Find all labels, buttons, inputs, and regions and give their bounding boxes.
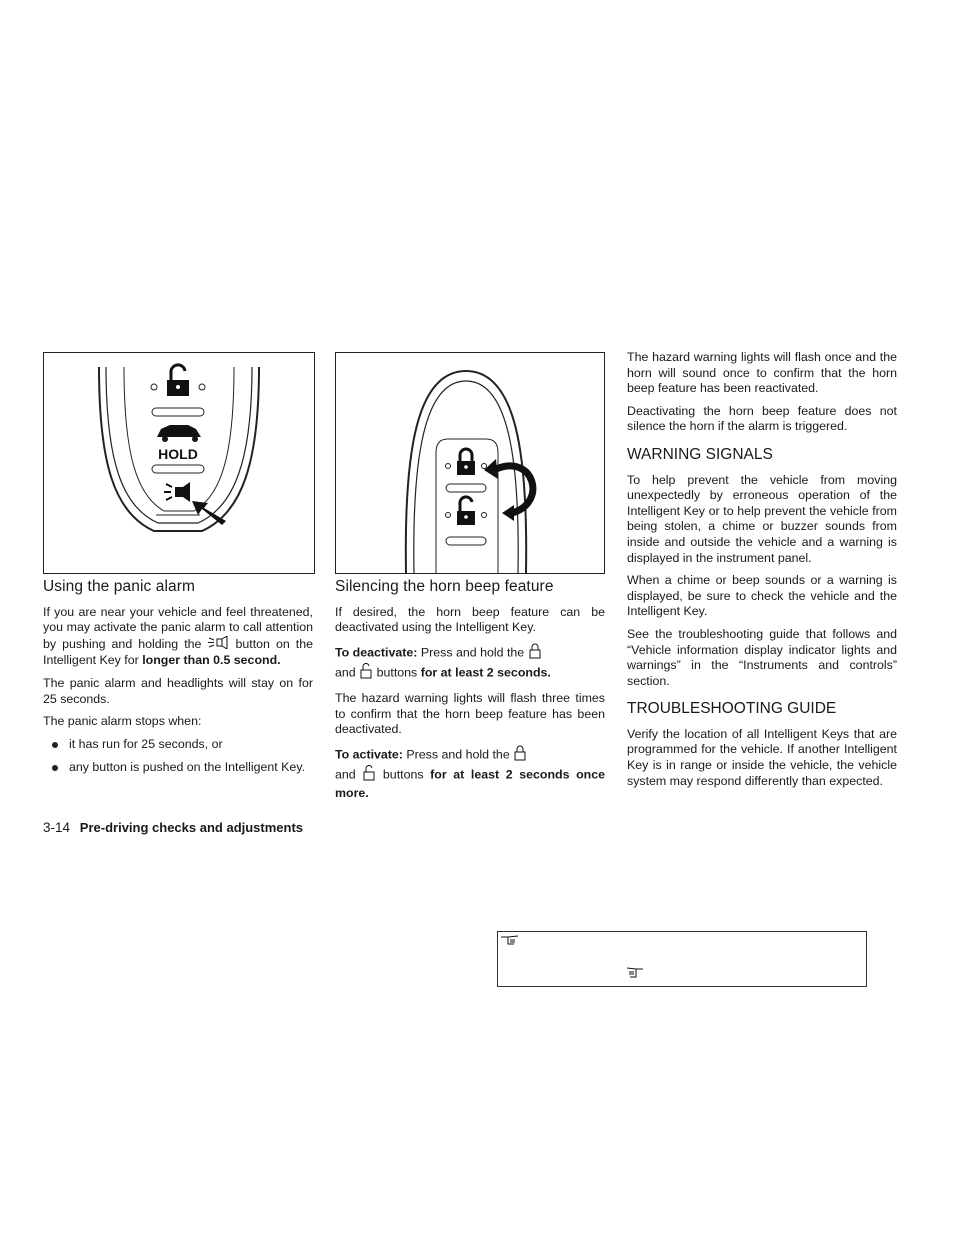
panic-icon (207, 636, 229, 654)
pointing-hand-icon (500, 933, 520, 952)
column-3 (627, 350, 897, 796)
panic-icon (164, 482, 190, 502)
paragraph-panic-3: The panic alarm stops when: (43, 714, 202, 729)
paragraph-deactivate: To deactivate: Press and hold the and buttons for at least 2 seconds. (335, 643, 605, 684)
lock-icon (528, 643, 542, 664)
paragraph-deactivating: Deactivating the horn beep feature does not silence the horn if the alarm is triggered. (627, 403, 897, 434)
unlock-icon (167, 365, 189, 396)
paragraph-warning-1: To help prevent the vehicle from moving unexpectedly by erroneous operation of the Intelligent Key or to help prevent the vehicle from being stolen, a chime or buzzer sounds from inside and outside the vehicle and a warning is displayed in the instrument panel. (627, 472, 897, 565)
figure-key-fob-horn (335, 352, 605, 574)
page-number: 3-14 (43, 820, 71, 835)
column-2 (335, 579, 605, 809)
heading-warning-signals: WARNING SIGNALS (627, 445, 773, 463)
paragraph-horn-1: If desired, the horn beep feature can be deactivated using the Intelligent Key. (335, 604, 605, 635)
bullet-list (43, 737, 313, 776)
heading-horn-beep: Silencing the horn beep feature (335, 578, 554, 595)
paragraph-reactivated: The hazard warning lights will flash once and the horn will sound once to confirm that the horn beep feature has been reactivated. (627, 350, 897, 396)
unlock-icon (457, 497, 475, 525)
heading-panic-alarm: Using the panic alarm (43, 578, 196, 595)
list-item: it has run for 25 seconds, or (43, 737, 313, 753)
pointing-hand-icon (626, 966, 644, 984)
figure-key-fob-panic (43, 352, 315, 574)
lock-icon (513, 745, 527, 766)
unlock-icon (359, 663, 373, 684)
unlock-icon (362, 765, 376, 786)
heading-troubleshooting: TROUBLESHOOTING GUIDE (627, 700, 837, 718)
paragraph-panic-1: If you are near your vehicle and feel threatened, you may activate the panic alarm to call attention by pushing and holding the button on the Intelligent Key for longer than 0.5 second. (43, 604, 313, 668)
column-1 (43, 579, 313, 784)
paragraph-warning-2: When a chime or beep sounds or a warning is displayed, be sure to check the vehicle and the Intelligent Key. (627, 573, 897, 619)
paragraph-panic-2: The panic alarm and headlights will stay on for 25 seconds. (43, 675, 313, 706)
paragraph-warning-3: See the troubleshooting guide that follows and “Vehicle information display indicator lights and warnings” in the “Instruments and controls” section. (627, 626, 897, 688)
car-icon (157, 425, 201, 442)
paragraph-troubleshooting: Verify the location of all Intelligent Keys that are programmed for the vehicle. If another Intelligent Key is in range or inside the vehicle, the vehicle system may respond differently than expected. (627, 726, 897, 788)
list-item: any button is pushed on the Intelligent Key. (43, 760, 313, 776)
paragraph-horn-3: The hazard warning lights will flash three times to confirm that the horn beep feature has been deactivated. (335, 690, 605, 737)
paragraph-activate: To activate: Press and hold the and buttons for at least 2 seconds once more. (335, 745, 605, 802)
page-footer (43, 820, 303, 835)
section-title: Pre-driving checks and adjustments (79, 820, 304, 835)
note-box (497, 931, 867, 987)
arrow-icon (192, 501, 226, 525)
lock-icon (457, 449, 475, 475)
hold-label: HOLD (158, 446, 198, 462)
